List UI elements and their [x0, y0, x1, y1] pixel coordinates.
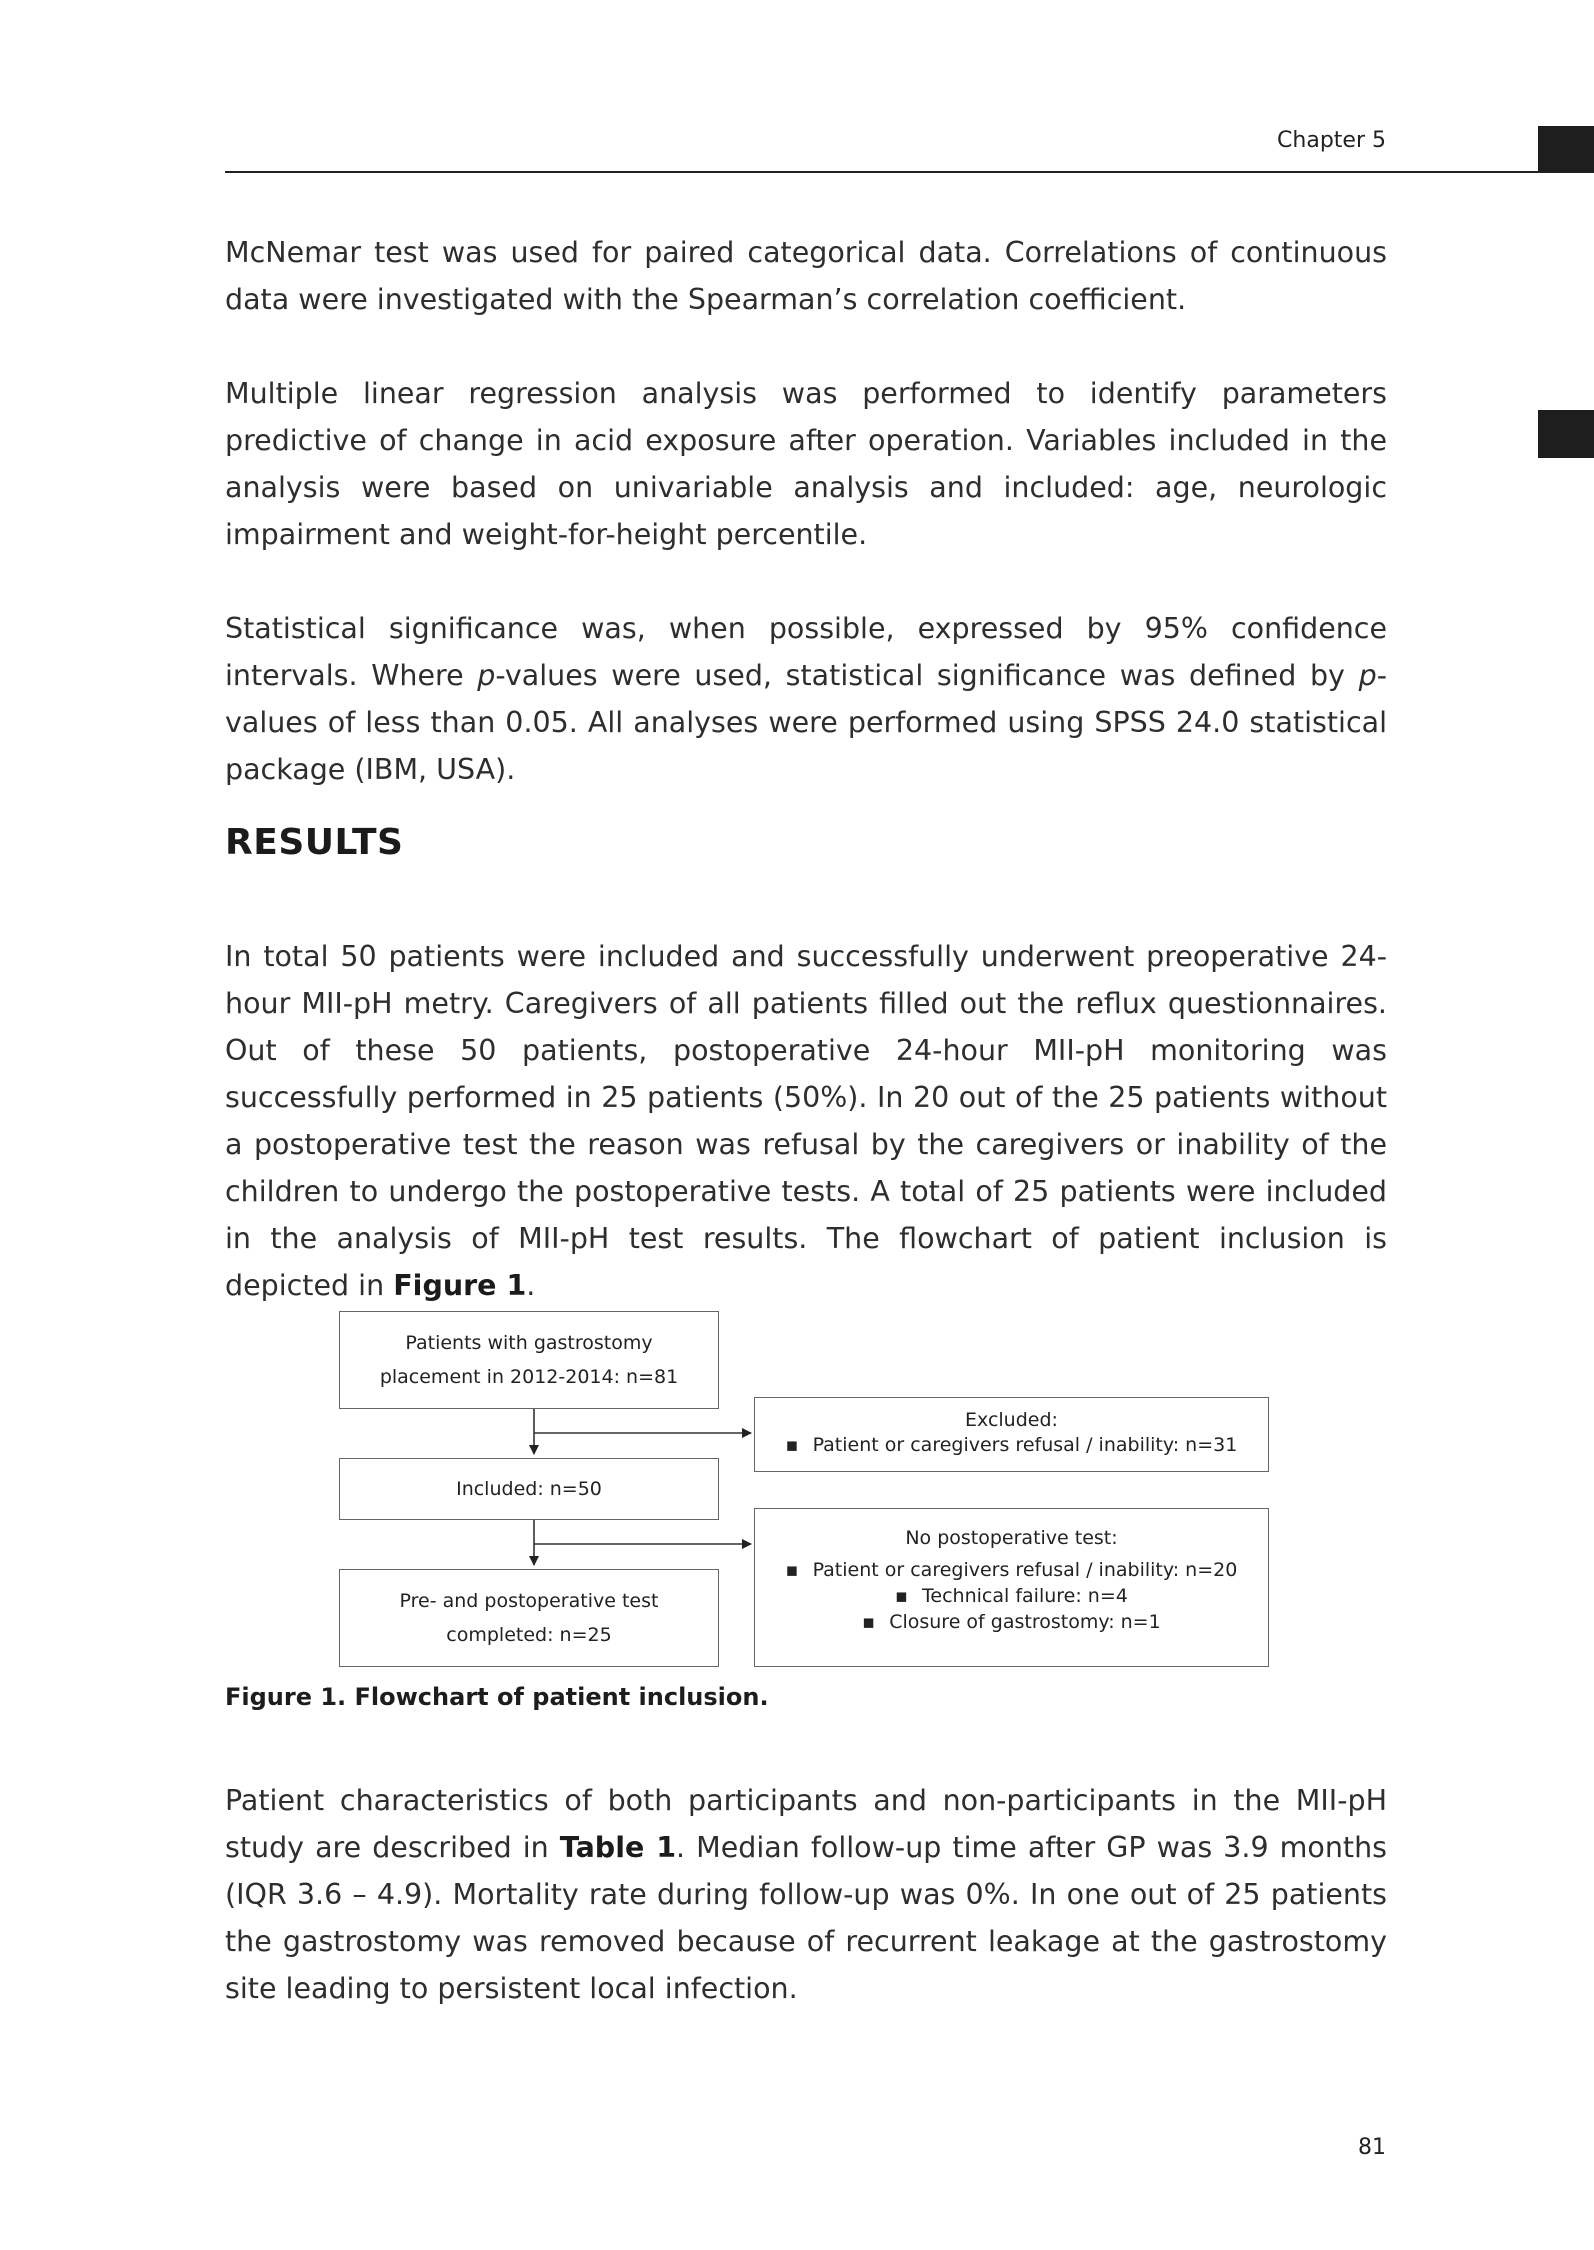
page-number: 81 [1358, 2135, 1386, 2160]
flowchart-box-no-postoperative-test: No postoperative test: ▪ Patient or caregivers refusal / inability: n=20 ▪ Technical failure: n=4 ▪ Closure of gastrostomy: n=1 [754, 1508, 1269, 1667]
list-item: ▪ Closure of gastrostomy: n=1 [755, 1609, 1268, 1635]
flowchart-box-completed: Pre- and postoperative test completed: n=25 [339, 1569, 719, 1667]
chapter-thumb-tab [1538, 126, 1594, 172]
figure-reference: Figure 1 [393, 1269, 527, 1302]
paragraph-significance: Statistical significance was, when possible, expressed by 95% confidence intervals. Where p-values were used, statistical significance was defined by p-values of less than 0.05. All analyses were performed using SPSS 24.0 statistical package (IBM, USA). [225, 612, 1387, 786]
flowchart-box-excluded: Excluded: ▪ Patient or caregivers refusal / inability: n=31 [754, 1397, 1269, 1472]
chapter-label: Chapter 5 [1277, 128, 1386, 153]
results-heading: RESULTS [225, 822, 404, 863]
header-rule [225, 171, 1594, 173]
paragraph-statistics-tests: McNemar test was used for paired categorical data. Correlations of continuous data were investigated with the Spearman’s correlation coefficient. [225, 236, 1387, 316]
table-reference: Table 1 [559, 1831, 677, 1864]
figure-caption: Figure 1. Flowchart of patient inclusion. [225, 1683, 769, 1711]
flowchart-box-gastrostomy-placement: Patients with gastrostomy placement in 2012-2014: n=81 [339, 1311, 719, 1409]
paragraph-results-inclusion: In total 50 patients were included and successfully underwent preoperative 24-hour MII-pH metry. Caregivers of all patients filled out the reflux questionnaires. Out of these 50 patients, postoperative 24-hour MII-pH monitoring was successfully performed in 25 patients (50%). In 20 out of the 25 patients without a postoperative test the reason was refusal by the caregivers or inability of the children to undergo the postoperative tests. A total of 25 patients were included in the analysis of MII-pH test results. The flowchart of patient inclusion is depicted in Figure 1. [225, 940, 1387, 1302]
list-item: ▪ Technical failure: n=4 [755, 1583, 1268, 1609]
list-item: ▪ Patient or caregivers refusal / inability: n=20 [755, 1557, 1268, 1583]
paragraph-regression: Multiple linear regression analysis was performed to identify parameters predictive of change in acid exposure after operation. Variables included in the analysis were based on univariable analysis and included: age, neurologic impairment and weight-for-height percentile. [225, 377, 1387, 551]
paragraph-patient-characteristics: Patient characteristics of both participants and non-participants in the MII-pH study are described in Table 1. Median follow-up time after GP was 3.9 months (IQR 3.6 – 4.9). Mortality rate during follow-up was 0%. In one out of 25 patients the gastrostomy was removed because of recurrent leakage at the gastrostomy site leading to persistent local infection. [225, 1784, 1387, 2005]
section-thumb-tab [1538, 410, 1594, 458]
flowchart-box-included: Included: n=50 [339, 1458, 719, 1520]
